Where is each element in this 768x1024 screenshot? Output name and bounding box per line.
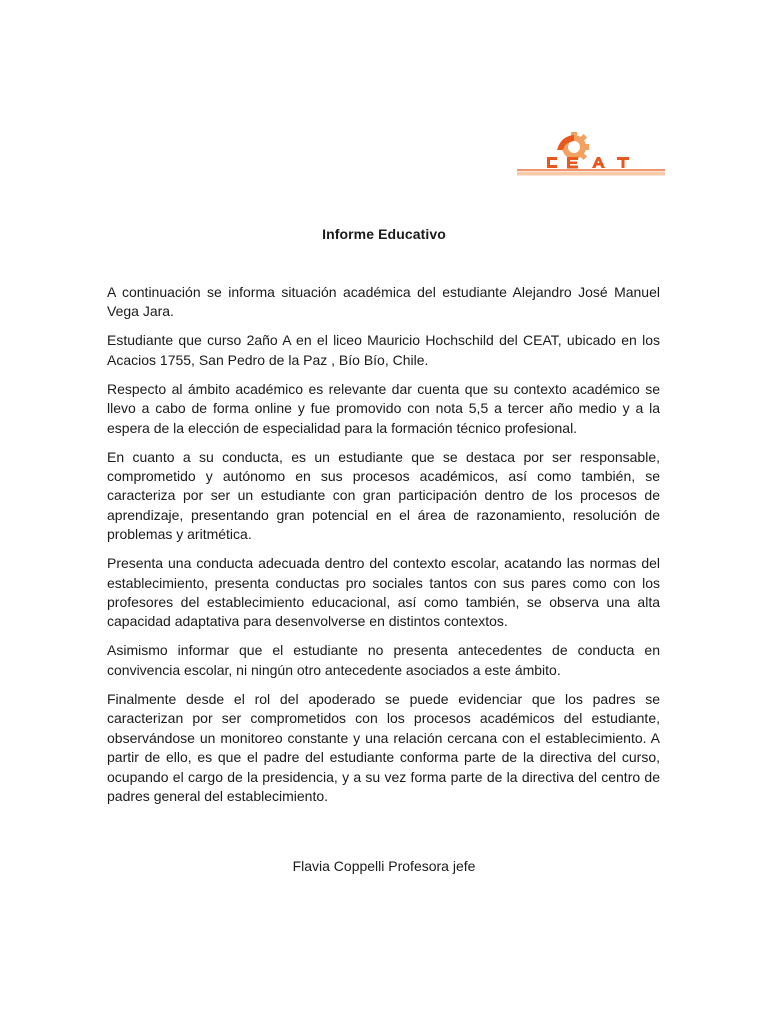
gear-icon: [557, 132, 589, 160]
document-title: Informe Educativo: [322, 226, 446, 242]
paragraph-academic: Respecto al ámbito académico es relevante dar cuenta que su contexto académico se llevo a cabo de forma online y fue promovido con nota 5,5 a tercer año medio y a la espera de la elección de especialidad para la formación técnico profesional.: [107, 380, 660, 436]
ceat-wordmark: [547, 157, 629, 169]
document-body: [107, 283, 660, 816]
ceat-logo: [517, 128, 665, 178]
paragraph-record: Asimismo informar que el estudiante no presenta antecedentes de conducta en convivencia escolar, ni ningún otro antecedente asociados a este ámbito.: [107, 642, 660, 678]
signature: Flavia Coppelli Profesora jefe: [292, 858, 476, 874]
paragraph-intro: A continuación se informa situación académica del estudiante Alejandro José Manuel Vega Jara.: [107, 284, 660, 320]
paragraph-guardian: Finalmente desde el rol del apoderado se puede evidenciar que los padres se caracterizan por ser comprometidos con los procesos académicos del estudiante, observándose un monitoreo constante y una relación cercana con el establecimiento. A partir de ello, es que el padre del estudiante conforma parte de la directiva del curso, ocupando el cargo de la presidencia, y a su vez forma parte de la directiva del centro de padres general del establecimiento.: [107, 690, 660, 804]
paragraph-behavior: Presenta una conducta adecuada dentro del contexto escolar, acatando las normas del establecimiento, presenta conductas pro sociales tantos con sus pares como con los profesores del establecimiento educacional, así como también, se observa una alta capacidad adaptativa para desenvolverse en distintos contextos.: [107, 555, 660, 630]
paragraph-conduct: En cuanto a su conducta, es un estudiante que se destaca por ser responsable, comprometido y autónomo en sus procesos académicos, así como también, se caracteriza por ser un estudiante con gran participación dentro de los procesos de aprendizaje, presentando gran potencial en el área de razonamiento, resolución de problemas y aritmética.: [107, 448, 660, 543]
paragraph-course: Estudiante que curso 2año A en el liceo Mauricio Hochschild del CEAT, ubicado en los Acacios 1755, San Pedro de la Paz , Bío Bío, Chile.: [107, 332, 660, 368]
